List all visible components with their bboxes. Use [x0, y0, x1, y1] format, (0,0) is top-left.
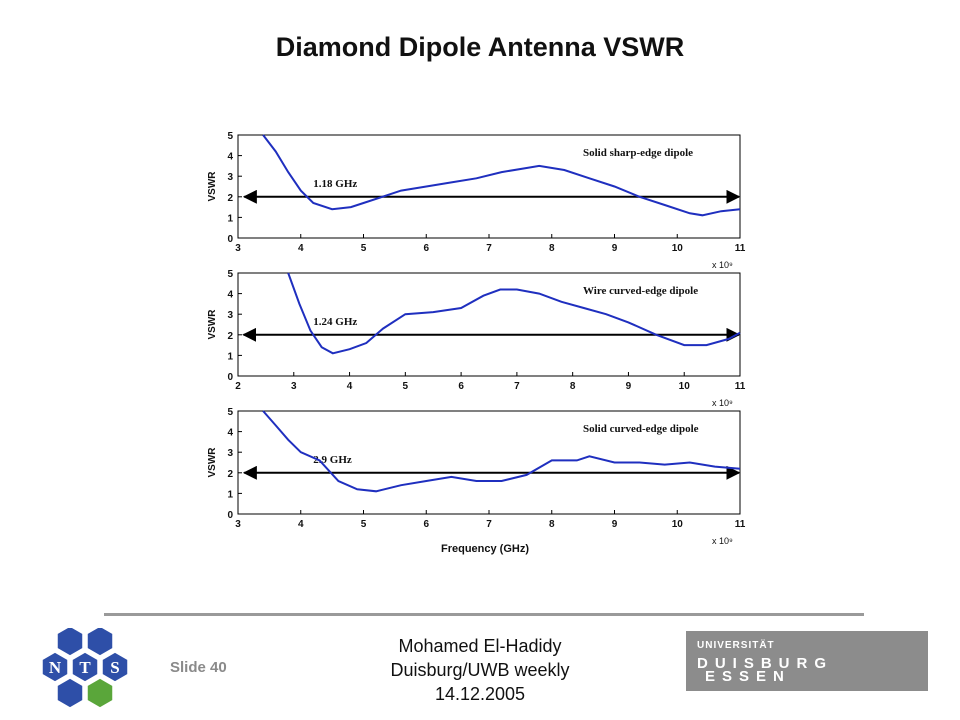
- x-tick-label: 8: [569, 381, 576, 392]
- x-tick-label: 3: [235, 519, 241, 530]
- university-essen: ESSEN: [705, 668, 791, 685]
- x-tick-label: 11: [734, 519, 746, 530]
- y-tick-label: 4: [227, 289, 233, 301]
- bandwidth-annotation: 1.24 GHz: [313, 316, 358, 328]
- slide-title: Diamond Dipole Antenna VSWR: [275, 32, 685, 62]
- x-tick-label: 10: [678, 381, 690, 392]
- bandwidth-annotation: 2.9 GHz: [313, 454, 352, 466]
- university-logo: [686, 631, 928, 691]
- nts-letter-n: N: [48, 658, 62, 677]
- y-tick-label: 0: [227, 510, 233, 521]
- university-duisburg: DUISBURG: [697, 655, 834, 672]
- x-tick-label: 9: [611, 519, 618, 530]
- university-label: UNIVERSITÄT: [697, 640, 775, 651]
- nts-letter-s: S: [110, 658, 120, 677]
- y-tick-label: 2: [227, 330, 233, 342]
- event-name: Duisburg/UWB weekly: [390, 660, 570, 680]
- x-tick-label: 5: [402, 381, 409, 392]
- x-axis-label: Frequency (GHz): [440, 543, 530, 555]
- x-tick-label: 5: [360, 519, 367, 530]
- x-tick-label: 7: [486, 519, 492, 530]
- footer-divider: [104, 613, 864, 616]
- slide-number: Slide 40: [170, 659, 227, 676]
- hexagon: [57, 628, 83, 656]
- y-tick-label: 1: [227, 489, 233, 501]
- x-tick-label: 5: [360, 243, 367, 254]
- y-tick-label: 2: [227, 468, 233, 480]
- y-axis-label: VSWR: [207, 309, 218, 340]
- y-tick-label: 0: [227, 234, 233, 245]
- x-tick-label: 10: [671, 243, 683, 254]
- vswr-plots: [195, 120, 770, 560]
- x-tick-label: 9: [611, 243, 618, 254]
- x-tick-label: 3: [290, 381, 297, 392]
- x-tick-label: 8: [548, 519, 555, 530]
- bandwidth-annotation: 1.18 GHz: [313, 178, 358, 190]
- x-tick-label: 4: [297, 519, 304, 530]
- plot-wire-curved-edge: [207, 269, 746, 408]
- x-tick-label: 6: [458, 381, 464, 392]
- x-tick-label: 2: [235, 381, 241, 392]
- legend-label: Wire curved-edge dipole: [583, 285, 699, 297]
- y-axis-label: VSWR: [207, 171, 218, 202]
- legend-label: Solid sharp-edge dipole: [583, 147, 694, 159]
- legend-label: Solid curved-edge dipole: [583, 423, 699, 435]
- x-multiplier: x 10⁹: [712, 536, 733, 546]
- x-tick-label: 4: [297, 243, 304, 254]
- y-tick-label: 5: [227, 407, 233, 418]
- nts-letter-t: T: [79, 658, 91, 677]
- nts-logo: [38, 628, 134, 710]
- x-tick-label: 6: [423, 519, 430, 530]
- x-tick-label: 4: [346, 381, 353, 392]
- x-tick-label: 8: [548, 243, 555, 254]
- x-tick-label: 10: [671, 519, 683, 530]
- y-tick-label: 5: [227, 131, 233, 142]
- hexagon: [57, 678, 83, 708]
- plot-solid-sharp-edge: [207, 131, 746, 270]
- x-tick-label: 11: [734, 243, 746, 254]
- footer-info: [300, 634, 660, 706]
- x-tick-label: 11: [734, 381, 746, 392]
- author-name: Mohamed El-Hadidy: [398, 636, 562, 656]
- hexagon: [87, 678, 113, 708]
- y-tick-label: 3: [227, 310, 233, 322]
- y-axis-label: VSWR: [207, 447, 218, 478]
- y-tick-label: 2: [227, 192, 233, 204]
- y-tick-label: 0: [227, 372, 233, 383]
- x-multiplier: x 10⁹: [712, 398, 733, 408]
- x-tick-label: 9: [625, 381, 632, 392]
- y-tick-label: 1: [227, 213, 233, 225]
- y-tick-label: 3: [227, 172, 233, 184]
- x-tick-label: 3: [235, 243, 241, 254]
- y-tick-label: 4: [227, 151, 233, 163]
- x-multiplier: x 10⁹: [712, 260, 733, 270]
- x-tick-label: 6: [423, 243, 430, 254]
- y-tick-label: 5: [227, 269, 233, 280]
- hexagon: [87, 628, 113, 656]
- y-tick-label: 4: [227, 427, 233, 439]
- x-tick-label: 7: [486, 243, 492, 254]
- slide-date: 14.12.2005: [434, 684, 526, 704]
- x-tick-label: 7: [514, 381, 520, 392]
- plot-solid-curved-edge: [207, 407, 746, 546]
- y-tick-label: 1: [227, 351, 233, 363]
- y-tick-label: 3: [227, 448, 233, 460]
